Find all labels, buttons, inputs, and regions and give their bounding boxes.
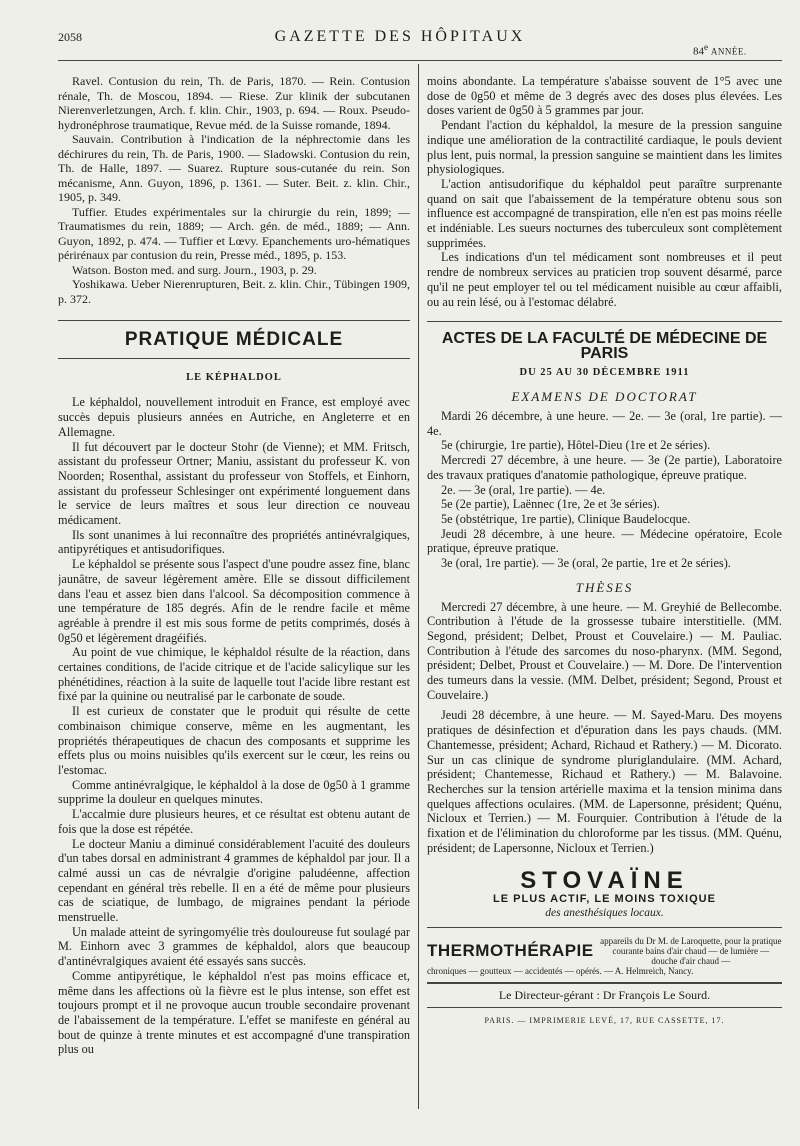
ad-rule [427,927,782,928]
paragraph: Ils sont unanimes à lui reconnaître des propriétés antinévralgiques, antipyrétiques et antisudorifiques. [58,527,410,557]
paragraph: Un malade atteint de syringomyélie très douloureuse fut soulagé par M. Einhorn avec 3 grammes de képhaldol, alors que beaucoup d'antinévralgiques avaient été essayés sans succès. [58,924,410,969]
paragraph: Comme antipyrétique, le képhaldol n'est pas moins efficace et, même dans les affections où la fièvre est le plus intense, son effet est toujours prompt et il ne provoque aucun trouble secondaire provenant de l'abaissement de la température. L'effet se manifeste en général au bout de quinze à trente minutes et est accompagné d'une transpiration plus ou [58,968,410,1057]
reference-entry: Tuffier. Etudes expérimentales sur la chirurgie du rein, 1899; — Traumatismes du rein, 1889; — Arch. gén. de méd., 1889; — Ann. Guyon, 1892, p. 474. — Tuffier et Lœvy. Epanchements uro-hématiques périrénaux par contusion du rein, Presse méd., 1895, p. 153. [58,204,410,262]
year-suffix: e [704,42,709,52]
year-label [693,42,747,58]
section-rule [58,358,410,359]
reference-entry: Ravel. Contusion du rein, Th. de Paris, 1870. — Rein. Contusion rénale, Th. de Moscou, 1894. — Riese. Zur klinik der subcutanen Nierenverletzungen, Arch. f. klin. Chir., 1903, p. 694. — Roux. Pseudo-hydronéphrose traumatique, Revue méd. de la Suisse romande, 1894. [58,74,410,132]
exam-entry: Jeudi 28 décembre, à une heure. — Médecine opératoire, Ecole pratique, épreuve pratique. [427,526,782,556]
right-column [427,74,782,1114]
paragraph: Comme antinévralgique, le képhaldol à la dose de 0g50 à 1 gramme supprime la douleur en quelques minutes. [58,777,410,807]
thermo-details-line2: chroniques — goutteux — accidentés — opérés. — A. Helmreich, Nancy. [427,966,694,977]
signoff-rule [427,982,782,984]
paragraph: Il est curieux de constater que le produit qui résulte de cette combinaison chimique conserve, même en les augmentant, les propriétés thérapeutiques de chacun des composants et supprime les effets plus ou moins nuisibles qu'ils exercent sur le cœur, les reins ou l'estomac. [58,704,410,777]
exam-entry: 5e (obstétrique, 1re partie), Clinique Baudelocque. [441,511,691,526]
exam-entry: 5e (chirurgie, 1re partie), Hôtel-Dieu (1re et 2e séries). [441,438,711,453]
column-divider [418,64,419,1109]
exam-entry: Mercredi 27 décembre, à une heure. — 3e (2e partie), Laboratoire des travaux pratiques d'anatomie pathologique, épreuve pratique. [427,453,782,482]
journal-title: GAZETTE DES HÔPITAUX [274,28,526,45]
thermo-title: THERMOTHÉRAPIE [427,941,594,961]
ad-subline: des anesthésiques locaux. [545,907,664,920]
theses-title: THÈSES [575,579,634,595]
paragraph: moins abondante. La température s'abaisse souvent de 1°5 avec une dose de 0g50 et même de 3 degrés avec des doses plus élevées. Les doses varient de 0g50 à 5 grammes par jour. [427,74,782,118]
paragraph: L'action antisudorifique du képhaldol peut paraître surprenante quand on sait que l'abaissement de la température obtenu sous son influence est accompagné de transpiration, elle n'en est pas moins réelle et indéniable. Les sueurs nocturnes des tuberculeux sont complètement supprimées. [427,176,782,250]
year-number: 84 [693,45,704,58]
exam-entry: 5e (2e partie), Laënnec (1re, 2e et 3e séries). [441,497,660,512]
reference-entry: Yoshikawa. Ueber Nierenrupturen, Beit. z. klin. Chir., Tübingen 1909, p. 372. [58,277,410,306]
stovaine-ad [427,869,782,921]
paragraph: L'accalmie dure plusieurs heures, et ce résultat est obtenu autant de fois que la dose est répétée. [58,807,410,836]
section-title: PRATIQUE MÉDICALE [124,329,344,350]
article-continuation [427,74,782,309]
printer-imprint: PARIS. — IMPRIMERIE LEVÉ, 17, RUE CASSETTE, 17. [484,1015,725,1025]
section-title: ACTES DE LA FACULTÉ DE MÉDECINE DE PARIS [441,330,768,362]
paragraph: Les indications d'un tel médicament sont nombreuses et il peut rendre de nombreux services au praticien trop souvent désarmé, parce qu'il ne peut employer tel ou tel médicament nuisible au cœur affaibli, ou au rein lésé, ou à l'estomac délabré. [427,250,782,309]
article-body [58,395,410,1057]
ad-tagline: LE PLUS ACTIF, LE MOINS TOXIQUE [493,893,716,906]
ad-product-name: STOVAÏNE [520,867,689,895]
section-dates: DU 25 AU 30 DÉCEMBRE 1911 [519,366,690,378]
year-word: ANNÉE. [710,46,747,57]
paragraph: Le képhaldol se présente sous l'aspect d'une poudre assez fine, blanc jaunâtre, de saveur légèrement amère. Elle se dissout difficilement dans l'eau et assez bien dans l'alcool. Sa décomposition commence à une température de 185 degrés. Afin de le rendre facile et même agréable à prendre il est mis sous forme de petits comprimés, dosés à 0g50 et légèrement dragéifiés. [58,557,410,645]
article-title: LE KÉPHALDOL [186,371,282,383]
exam-entry: 3e (oral, 1re partie). — 3e (oral, 2e partie, 1re et 2e séries). [441,556,731,571]
bibliography [58,74,410,306]
section-rule [58,320,410,321]
reference-entry: Watson. Boston med. and surg. Journ., 1903, p. 29. [72,262,317,277]
reference-entry: Sauvain. Contribution à l'indication de la néphrectomie dans les déchirures du rein, Th. de Paris, 1900. — Sladowski. Contusion du rein, Th. de Halle, 1897. — Suarez. Rupture sous-cutanée du rein. Son mécanisme, Ann. Guyon, 1896, p. 1361. — Suter. Beit. z. klin. Chir., 1905, p. 349. [58,132,410,204]
thermo-details: appareils du Dr M. de Laroquette, pour la pratique courante bains d'air chaud — de lumière — douche d'air chaud — [600,936,782,967]
left-column [58,74,410,1114]
section-rule [427,321,782,322]
header-rule [58,60,782,61]
paragraph: Pendant l'action du képhaldol, la mesure de la pression sanguine indique une amélioration de la contractilité cardiaque, le pouls devient plus lent, puis normal, la pression sanguine se maintient dans les limites physiologiques. [427,118,782,177]
thesis-entry: Mercredi 27 décembre, à une heure. — M. Greyhié de Bellecombe. Contribution à l'étude de la grossesse tubaire interstitielle. (MM. Segond, président; Delbet, Proust et Couvelaire.) — M. Pauliac. Contribution à l'étude des sarcomes du noso-pharynx. (MM. Segond, président; Delbet, Proust et Couvelaire.) — M. Dore. De l'intervention des tumeurs dans la vessie. (MM. Delbet, président; Segond, Proust et Couvelaire.) [427,599,782,702]
theses-list [427,600,782,856]
paragraph: Il fut découvert par le docteur Stohr (de Vienne); et MM. Fritsch, assistant du professeur Ortner; Maniu, assistant du professeur K. von Noorden; Rosenthal, assistant du professeur von Stoffels, et Einhorn, assistant du professeur Schlesinger ont expérimenté longuement dans le service de leurs maîtres et sous leur direction ce nouveau médicament. [58,439,410,528]
exams-title: EXAMENS DE DOCTORAT [511,389,698,405]
thermotherapie-ad [427,936,782,966]
exam-entry: Mardi 26 décembre, à une heure. — 2e. — 3e (oral, 1re partie). — 4e. [427,409,782,438]
paragraph: Le docteur Maniu a diminué considérablement l'acuité des douleurs d'un tabes dorsal en administrant 4 grammes de képhaldol par jour. Il a calmé aussi un cas de névralgie d'origine paludéenne, affection cependant en général très rebelle. Il en a été de même pour plusieurs cas de sciatique, de lumbago, de migraines pendant la période menstruelle. [58,836,410,925]
paragraph: Le képhaldol, nouvellement introduit en France, est employé avec succès depuis plusieurs années en Autriche, en Angleterre et en Allemagne. [58,395,410,439]
paragraph: Au point de vue chimique, le képhaldol résulte de la réaction, dans certaines conditions, de l'acide citrique et de l'acide salicylique sur les phénétidines, réaction à la suite de laquelle tout l'acide libre restant est fixé par la quinine ou neutralisé par le carbonate de soude. [58,645,410,704]
page-header [0,30,800,60]
signoff-rule [427,1007,782,1008]
page-number: 2058 [58,30,82,44]
exam-entry: 2e. — 3e (oral, 1re partie). — 4e. [441,482,606,497]
thesis-entry: Jeudi 28 décembre, à une heure. — M. Sayed-Maru. Des moyens pratiques de désinfection et d'épuration dans les pays chauds. (MM. Chantemesse, président; Achard, Richaud et Rathery.) — M. Dicorato. Sur un cas clinique de syndrome pluriglandulaire. (MM. Achard, président; Chantemesse, Richaud et Rathery.) — M. Balavoine. Recherches sur la tension artérielle maxima et la tension minima dans quelques affections oculaires. (MM. de Lapersonne, président; Quénu, Nicloux et Terrien.) — M. Fourquier. Contribution à l'étude de la fixation et de l'élimination du chloroforme par les tissus. (MM. Quénu, président; de Lapersonne, Nicloux et Terrien.) [427,708,782,855]
director-signoff: Le Directeur-gérant : Dr François Le Sourd. [498,988,711,1003]
exams-list [427,409,782,571]
